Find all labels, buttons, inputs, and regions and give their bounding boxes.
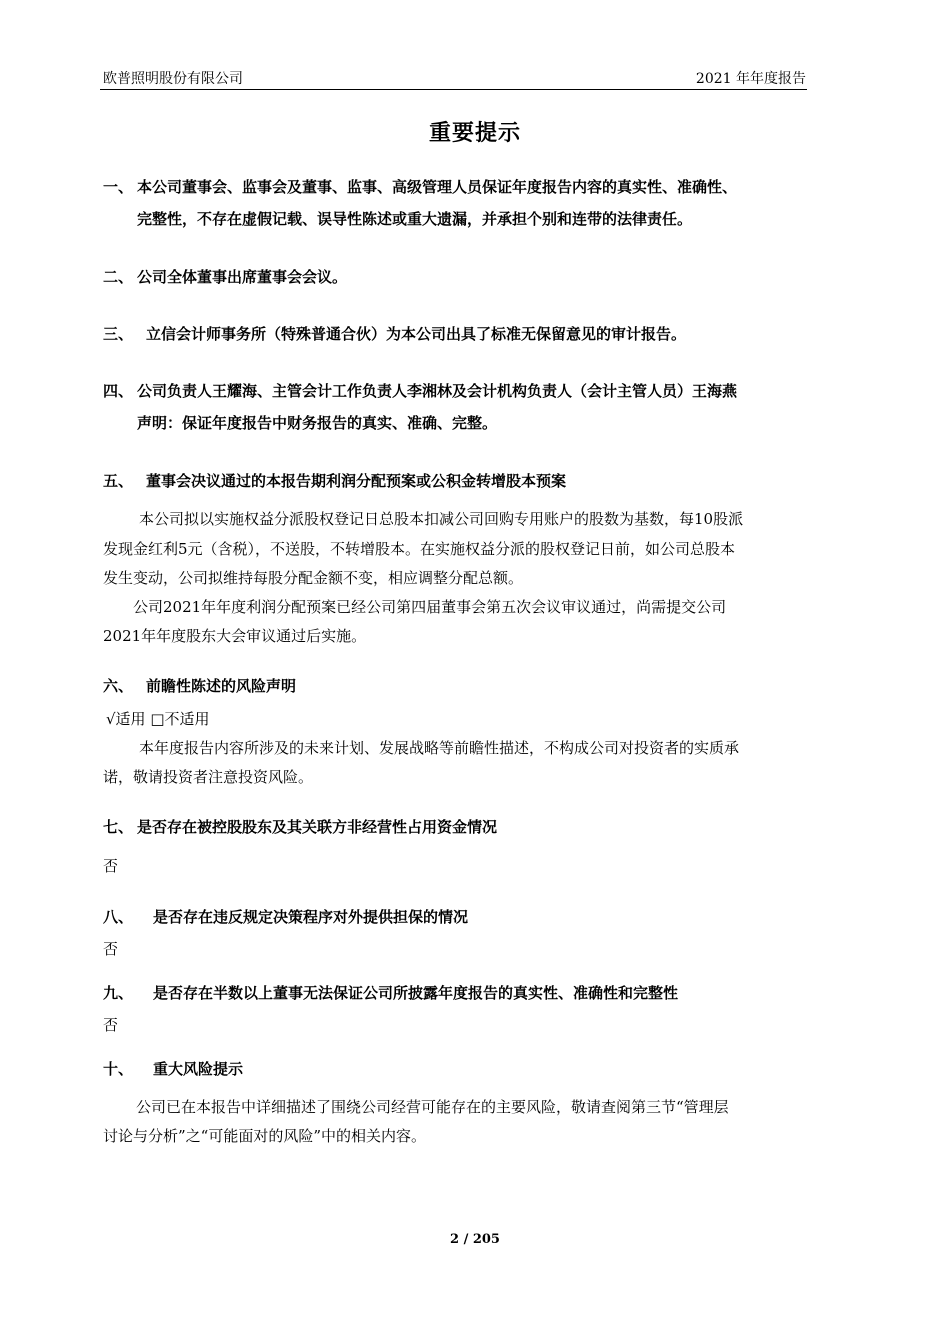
item-6-heading: 前瞻性陈述的风险声明 xyxy=(146,677,297,695)
item-7-heading: 是否存在被控股股东及其关联方非经营性占用资金情况 xyxy=(137,818,498,836)
item-3-number: 三、 xyxy=(103,325,134,343)
item-10-paragraph-line-1: 公司已在本报告中详细描述了围绕公司经营可能存在的主要风险，敬请查阅第三节“管理层 xyxy=(136,1098,729,1116)
item-9-answer: 否 xyxy=(103,1016,119,1034)
item-2-text: 公司全体董事出席董事会会议。 xyxy=(137,268,348,286)
item-1-number: 一、 xyxy=(103,178,134,196)
item-6-paragraph-line-1: 本年度报告内容所涉及的未来计划、发展战略等前瞻性描述，不构成公司对投资者的实质承 xyxy=(139,739,740,757)
item-5-heading: 董事会决议通过的本报告期利润分配预案或公积金转增股本预案 xyxy=(146,472,567,490)
item-7-number: 七、 xyxy=(103,818,134,836)
item-5-paragraph-1-line-3: 发生变动，公司拟维持每股分配金额不变，相应调整分配总额。 xyxy=(103,569,524,587)
header-rule xyxy=(100,89,807,90)
item-10-number: 十、 xyxy=(103,1060,134,1078)
page-title: 重要提示 xyxy=(428,121,521,146)
item-5-paragraph-2-line-1: 公司2021年年度利润分配预案已经公司第四届董事会第五次会议审议通过，尚需提交公司 xyxy=(133,598,727,616)
item-5-paragraph-2-line-2: 2021年年度股东大会审议通过后实施。 xyxy=(103,627,367,645)
item-1-line-2: 完整性，不存在虚假记载、误导性陈述或重大遗漏，并承担个别和连带的法律责任。 xyxy=(137,210,693,228)
header-company: 欧普照明股份有限公司 xyxy=(103,71,243,87)
item-4-line-2: 声明：保证年度报告中财务报告的真实、准确、完整。 xyxy=(137,414,498,432)
item-3-text: 立信会计师事务所（特殊普通合伙）为本公司出具了标准无保留意见的审计报告。 xyxy=(146,325,687,343)
item-4-line-1: 公司负责人王耀海、主管会计工作负责人李湘林及会计机构负责人（会计主管人员）王海燕 xyxy=(137,382,738,400)
item-9-heading: 是否存在半数以上董事无法保证公司所披露年度报告的真实性、准确性和完整性 xyxy=(153,984,679,1002)
item-6-applicability: √适用 □不适用 xyxy=(106,710,210,728)
header-report-title: 2021 年年度报告 xyxy=(695,71,806,87)
item-6-paragraph-line-2: 诺，敬请投资者注意投资风险。 xyxy=(103,768,314,786)
item-5-paragraph-1-line-2: 发现金红利5元（含税），不送股，不转增股本。在实施权益分派的股权登记日前，如公司总股本 xyxy=(103,540,736,558)
item-8-answer: 否 xyxy=(103,940,119,958)
item-2-number: 二、 xyxy=(103,268,134,286)
item-5-number: 五、 xyxy=(103,472,134,490)
item-4-number: 四、 xyxy=(103,382,134,400)
item-6-number: 六、 xyxy=(103,677,134,695)
item-10-paragraph-line-2: 讨论与分析”之“可能面对的风险”中的相关内容。 xyxy=(103,1127,427,1145)
item-1-line-1: 本公司董事会、监事会及董事、监事、高级管理人员保证年度报告内容的真实性、准确性、 xyxy=(137,178,738,196)
item-7-answer: 否 xyxy=(103,857,119,875)
item-10-heading: 重大风险提示 xyxy=(153,1060,244,1078)
item-5-paragraph-1-line-1: 本公司拟以实施权益分派股权登记日总股本扣减公司回购专用账户的股数为基数，每10股派 xyxy=(139,510,744,528)
page-number: 2 / 205 xyxy=(450,1232,500,1247)
item-8-number: 八、 xyxy=(103,908,134,926)
item-9-number: 九、 xyxy=(103,984,134,1002)
item-8-heading: 是否存在违反规定决策程序对外提供担保的情况 xyxy=(153,908,469,926)
